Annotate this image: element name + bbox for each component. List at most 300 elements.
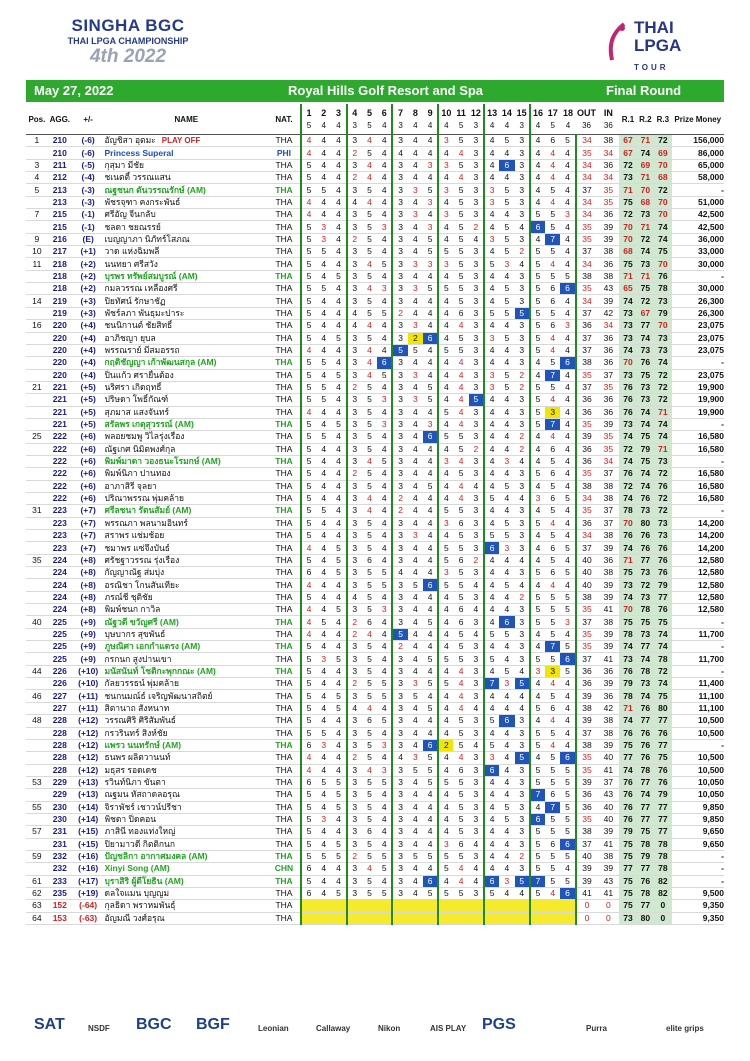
hole-score: 4 xyxy=(560,418,575,430)
hole-score: 4 xyxy=(316,752,331,764)
hole-score: 3 xyxy=(515,863,530,875)
hole-score: 5 xyxy=(408,690,423,702)
player-round-2: 73 xyxy=(637,209,654,221)
player-round-3: 82 xyxy=(654,875,671,887)
hole-score: 5 xyxy=(545,505,560,517)
hole-score: 3 xyxy=(347,517,362,529)
player-out-total: 38 xyxy=(576,702,598,714)
hole-score: 5 xyxy=(545,616,560,628)
hole-score: 4 xyxy=(530,357,545,369)
player-aggregate: 217 xyxy=(48,246,72,258)
hole-score: 5 xyxy=(301,826,316,838)
player-name xyxy=(105,320,269,332)
hole-score: 5 xyxy=(316,505,331,517)
hole-score: 5 xyxy=(530,863,545,875)
player-to-par: (-63) xyxy=(72,912,105,924)
player-in-total: 35 xyxy=(597,196,619,208)
hole-score: 4 xyxy=(331,579,346,591)
hole-score: 5 xyxy=(545,752,560,764)
sponsor-logo: AIS PLAY xyxy=(430,1024,467,1033)
player-to-par: (+6) xyxy=(72,480,105,492)
player-round-3: 79 xyxy=(654,579,671,591)
player-name xyxy=(105,739,269,751)
player-in-total: 38 xyxy=(597,135,619,147)
hole-score: 4 xyxy=(499,357,514,369)
player-nationality: THA xyxy=(268,826,301,838)
player-position: 46 xyxy=(26,690,48,702)
hole-score: 7 xyxy=(484,678,499,690)
hole-score: 4 xyxy=(560,159,575,171)
hole-score: 3 xyxy=(438,184,453,196)
hole-score: 3 xyxy=(347,431,362,443)
hole-score: 3 xyxy=(347,789,362,801)
hole-score: 3 xyxy=(347,258,362,270)
hole-score: 4 xyxy=(377,875,392,887)
player-aggregate: 223 xyxy=(48,517,72,529)
hole-score: 3 xyxy=(469,418,484,430)
player-in-total: 39 xyxy=(597,826,619,838)
hole-score: 5 xyxy=(316,246,331,258)
hole-score: 5 xyxy=(377,567,392,579)
hole-score: 3 xyxy=(392,221,407,233)
leaderboard-row xyxy=(26,542,724,554)
hole-score: 5 xyxy=(484,653,499,665)
hole-score: 4 xyxy=(499,838,514,850)
player-aggregate: 228 xyxy=(48,764,72,776)
hole-7-header: 7 3 xyxy=(392,104,407,135)
hole-score: 4 xyxy=(408,789,423,801)
hole-score xyxy=(515,900,530,912)
hole-score: 3 xyxy=(499,875,514,887)
hole-score: 4 xyxy=(331,752,346,764)
player-position xyxy=(26,678,48,690)
hole-score: 3 xyxy=(469,752,484,764)
hole-score: 5 xyxy=(453,233,468,245)
hole-score: 5 xyxy=(499,135,514,147)
player-in-total: 38 xyxy=(597,530,619,542)
player-round-2: 77 xyxy=(637,863,654,875)
hole-score: 4 xyxy=(530,480,545,492)
hole-score xyxy=(316,912,331,924)
player-round-1: 75 xyxy=(619,616,636,628)
player-round-2: 73 xyxy=(637,394,654,406)
hole-score: 3 xyxy=(347,369,362,381)
player-position: 57 xyxy=(26,826,48,838)
hole-score: 3 xyxy=(515,813,530,825)
player-position xyxy=(26,567,48,579)
player-to-par: (+2) xyxy=(72,283,105,295)
hole-score: 5 xyxy=(362,542,377,554)
player-aggregate: 222 xyxy=(48,492,72,504)
hole-score: 4 xyxy=(438,764,453,776)
hole-score: 3 xyxy=(484,196,499,208)
leaderboard-row xyxy=(26,492,724,504)
player-round-2: 73 xyxy=(637,344,654,356)
hole-score: 4 xyxy=(484,270,499,282)
player-in-total: 39 xyxy=(597,739,619,751)
player-aggregate: 213 xyxy=(48,196,72,208)
player-position: 5 xyxy=(26,184,48,196)
hole-score: 3 xyxy=(392,196,407,208)
player-name-text: รวินท์นิภา ขันตา xyxy=(104,777,166,788)
hole-score xyxy=(316,900,331,912)
hole-score: 4 xyxy=(515,554,530,566)
hole-score: 4 xyxy=(423,727,438,739)
player-prize-money: 16,580 xyxy=(672,443,724,455)
player-name xyxy=(105,357,269,369)
hole-score: 6 xyxy=(362,554,377,566)
hole-score: 3 xyxy=(469,344,484,356)
hole-score: 4 xyxy=(530,196,545,208)
player-out-total: 36 xyxy=(576,320,598,332)
hole-score: 5 xyxy=(362,332,377,344)
hole-score: 4 xyxy=(362,344,377,356)
hole-score xyxy=(331,900,346,912)
hole-score: 4 xyxy=(515,887,530,899)
hole-score: 4 xyxy=(499,209,514,221)
hole-score: 3 xyxy=(392,727,407,739)
hole-score: 3 xyxy=(392,863,407,875)
hole-score: 5 xyxy=(530,567,545,579)
hole-score: 4 xyxy=(423,468,438,480)
player-out-total: 37 xyxy=(576,381,598,393)
player-aggregate: 222 xyxy=(48,431,72,443)
hole-score: 5 xyxy=(301,418,316,430)
hole-score: 5 xyxy=(499,480,514,492)
player-to-par: (+8) xyxy=(72,554,105,566)
player-aggregate: 152 xyxy=(48,900,72,912)
hole-score: 4 xyxy=(453,369,468,381)
hole-score: 4 xyxy=(560,406,575,418)
player-name xyxy=(105,270,269,282)
hole-score: 4 xyxy=(484,665,499,677)
hole-score: 4 xyxy=(377,530,392,542)
hole-score xyxy=(301,912,316,924)
leaderboard-row xyxy=(26,233,724,245)
hole-score: 5 xyxy=(301,678,316,690)
hole-score: 4 xyxy=(377,468,392,480)
col-r3: R.3 xyxy=(654,104,671,135)
player-nationality: THA xyxy=(268,665,301,677)
hole-score: 4 xyxy=(545,678,560,690)
hole-score: 3 xyxy=(515,653,530,665)
hole-score xyxy=(408,912,423,924)
hole-score: 4 xyxy=(316,369,331,381)
hole-score: 4 xyxy=(408,628,423,640)
hole-score: 5 xyxy=(545,850,560,862)
leaderboard-row xyxy=(26,394,724,406)
player-round-2: 80 xyxy=(637,517,654,529)
player-aggregate: 229 xyxy=(48,789,72,801)
player-to-par: (+11) xyxy=(72,690,105,702)
sponsor-logo: Purra xyxy=(586,1024,607,1033)
player-prize-money: 42,500 xyxy=(672,221,724,233)
hole-score: 4 xyxy=(453,690,468,702)
hole-score: 4 xyxy=(331,443,346,455)
hole-score: 5 xyxy=(545,455,560,467)
hole-score: 4 xyxy=(377,332,392,344)
hole-score: 4 xyxy=(331,764,346,776)
hole-score: 4 xyxy=(331,591,346,603)
hole-score: 2 xyxy=(392,505,407,517)
player-to-par: (-6) xyxy=(72,147,105,159)
player-round-3: 78 xyxy=(654,838,671,850)
player-nationality: THA xyxy=(268,283,301,295)
hole-score: 5 xyxy=(301,357,316,369)
player-prize-money: 12,580 xyxy=(672,579,724,591)
event-date: May 27, 2022 xyxy=(34,83,114,98)
hole-score: 4 xyxy=(316,875,331,887)
player-prize-money: 23,075 xyxy=(672,320,724,332)
hole-score: 2 xyxy=(347,850,362,862)
hole-score: 5 xyxy=(423,184,438,196)
hole-score: 4 xyxy=(331,468,346,480)
hole-score: 5 xyxy=(301,850,316,862)
hole-score: 4 xyxy=(331,406,346,418)
hole-score: 4 xyxy=(484,135,499,147)
hole-score: 4 xyxy=(316,332,331,344)
hole-score: 5 xyxy=(453,283,468,295)
hole-score: 4 xyxy=(301,579,316,591)
hole-score: 4 xyxy=(484,147,499,159)
player-name-text: ณัฐวดี ขวัญศรี (AM) xyxy=(104,616,179,627)
hole-score: 5 xyxy=(545,480,560,492)
player-prize-money: 10,500 xyxy=(672,715,724,727)
player-position: 7 xyxy=(26,209,48,221)
hole-score: 5 xyxy=(316,394,331,406)
leaderboard-row xyxy=(26,270,724,282)
hole-score: 3 xyxy=(469,381,484,393)
leaderboard-row xyxy=(26,530,724,542)
player-prize-money: 86,000 xyxy=(672,147,724,159)
player-nationality: THA xyxy=(268,604,301,616)
player-round-3: 77 xyxy=(654,826,671,838)
hole-score: 4 xyxy=(499,172,514,184)
hole-score: 3 xyxy=(347,764,362,776)
player-to-par: (+6) xyxy=(72,443,105,455)
player-round-2: 76 xyxy=(637,752,654,764)
hole-score: 4 xyxy=(545,579,560,591)
hole-score: 3 xyxy=(484,332,499,344)
player-out-total: 35 xyxy=(576,369,598,381)
sponsor-logo: elite grips xyxy=(666,1024,704,1033)
hole-score: 3 xyxy=(469,184,484,196)
hole-score: 4 xyxy=(377,184,392,196)
player-to-par: (+15) xyxy=(72,826,105,838)
player-out-total: 35 xyxy=(576,283,598,295)
player-in-total: 39 xyxy=(597,233,619,245)
player-name xyxy=(105,369,269,381)
hole-score: 3 xyxy=(469,764,484,776)
leaderboard-row xyxy=(26,480,724,492)
leaderboard-row xyxy=(26,863,724,875)
hole-score: 3 xyxy=(347,357,362,369)
hole-score: 4 xyxy=(530,628,545,640)
hole-score: 4 xyxy=(469,628,484,640)
player-in-total: 37 xyxy=(597,505,619,517)
player-position xyxy=(26,147,48,159)
hole-score: 3 xyxy=(515,517,530,529)
player-prize-money: 33,000 xyxy=(672,246,724,258)
player-round-2: 74 xyxy=(637,690,654,702)
player-to-par: (+6) xyxy=(72,492,105,504)
hole-score: 3 xyxy=(515,295,530,307)
hole-score: 4 xyxy=(469,875,484,887)
player-in-total: 40 xyxy=(597,752,619,764)
hole-score: 4 xyxy=(331,357,346,369)
player-aggregate: 215 xyxy=(48,209,72,221)
player-name-text: ปิยทัศน์ รักษาชัฏ xyxy=(104,295,166,306)
hole-score: 6 xyxy=(545,492,560,504)
hole-score: 4 xyxy=(438,357,453,369)
hole-score: 4 xyxy=(362,172,377,184)
player-round-3: 79 xyxy=(654,307,671,319)
player-prize-money: 26,300 xyxy=(672,295,724,307)
player-position xyxy=(26,406,48,418)
player-round-3: 73 xyxy=(654,517,671,529)
tour-logo-line1: THAI xyxy=(634,18,674,37)
hole-score: 4 xyxy=(560,172,575,184)
player-out-total: 36 xyxy=(576,394,598,406)
hole-score: 7 xyxy=(545,233,560,245)
hole-score: 4 xyxy=(423,530,438,542)
hole-score: 4 xyxy=(331,221,346,233)
hole-score: 5 xyxy=(438,406,453,418)
player-name-text: สรัลพร เกตุสุวรรณ์ (AM) xyxy=(104,419,194,430)
hole-score: 5 xyxy=(530,468,545,480)
player-out-total: 35 xyxy=(576,468,598,480)
hole-score: 3 xyxy=(515,283,530,295)
player-round-2: 78 xyxy=(637,887,654,899)
hole-score: 2 xyxy=(347,381,362,393)
hole-score: 4 xyxy=(530,554,545,566)
player-round-3: 72 xyxy=(654,665,671,677)
hole-score: 5 xyxy=(560,764,575,776)
player-position xyxy=(26,418,48,430)
hole-score: 3 xyxy=(392,530,407,542)
hole-score: 3 xyxy=(392,418,407,430)
hole-score: 6 xyxy=(560,653,575,665)
hole-score: 5 xyxy=(362,739,377,751)
player-name-text: สิตานาถ สังหนาท xyxy=(104,702,170,713)
hole-score: 4 xyxy=(499,739,514,751)
player-round-3: 79 xyxy=(654,789,671,801)
hole-score: 3 xyxy=(392,653,407,665)
hole-score: 5 xyxy=(530,406,545,418)
player-round-2: 73 xyxy=(637,505,654,517)
player-name-text: จิราพัชร์ เชาวน์ปรีชา xyxy=(104,801,182,812)
hole-score: 3 xyxy=(316,653,331,665)
player-position xyxy=(26,542,48,554)
hole-score: 4 xyxy=(362,863,377,875)
player-in-total: 38 xyxy=(597,727,619,739)
col-r1: R.1 xyxy=(619,104,636,135)
hole-score: 3 xyxy=(469,789,484,801)
hole-score: 5 xyxy=(515,875,530,887)
hole-score: 3 xyxy=(392,517,407,529)
hole-score: 4 xyxy=(331,813,346,825)
player-position xyxy=(26,468,48,480)
player-nationality: THA xyxy=(268,135,301,147)
hole-score: 7 xyxy=(530,875,545,887)
hole-score: 4 xyxy=(530,542,545,554)
player-name-text: ศรีอัญ จีนกลับ xyxy=(104,209,156,220)
player-round-2: 76 xyxy=(637,702,654,714)
sponsor-logo: Leonian xyxy=(258,1024,289,1033)
hole-score: 5 xyxy=(423,653,438,665)
player-name-text: ชนกนมณ์ธ์ เจริญพัฒนาสถิตย์ xyxy=(104,690,213,701)
hole-score: 4 xyxy=(484,776,499,788)
player-out-total: 35 xyxy=(576,813,598,825)
hole-score: 4 xyxy=(499,505,514,517)
player-to-par: (+7) xyxy=(72,505,105,517)
player-round-2: 77 xyxy=(637,715,654,727)
hole-score: 5 xyxy=(301,715,316,727)
hole-score: 4 xyxy=(408,604,423,616)
player-round-2: 73 xyxy=(637,258,654,270)
hole-score: 6 xyxy=(301,567,316,579)
player-to-par: (+10) xyxy=(72,665,105,677)
player-out-total: 37 xyxy=(576,246,598,258)
hole-score: 4 xyxy=(347,702,362,714)
hole-score: 4 xyxy=(453,381,468,393)
player-to-par: (+4) xyxy=(72,320,105,332)
hole-score: 5 xyxy=(301,184,316,196)
hole-score: 4 xyxy=(499,431,514,443)
hole-score: 4 xyxy=(484,431,499,443)
leaderboard-row xyxy=(26,332,724,344)
hole-score: 3 xyxy=(392,850,407,862)
hole-score: 3 xyxy=(515,270,530,282)
player-prize-money: 11,700 xyxy=(672,628,724,640)
hole-score: 4 xyxy=(347,307,362,319)
hole-score: 4 xyxy=(499,270,514,282)
player-name xyxy=(105,443,269,455)
hole-score: 4 xyxy=(453,752,468,764)
hole-score: 5 xyxy=(438,246,453,258)
hole-score: 3 xyxy=(484,381,499,393)
hole-score: 4 xyxy=(423,604,438,616)
leaderboard-row xyxy=(26,887,724,899)
player-round-3: 74 xyxy=(654,357,671,369)
hole-score: 4 xyxy=(499,826,514,838)
player-name xyxy=(105,727,269,739)
player-to-par: (+9) xyxy=(72,653,105,665)
player-position: 21 xyxy=(26,381,48,393)
player-round-1: 74 xyxy=(619,715,636,727)
hole-score: 3 xyxy=(347,418,362,430)
sponsor-logo: BGF xyxy=(196,1016,230,1033)
hole-score: 5 xyxy=(438,653,453,665)
hole-score: 5 xyxy=(530,591,545,603)
hole-score: 4 xyxy=(545,344,560,356)
hole-score: 4 xyxy=(515,665,530,677)
hole-score xyxy=(469,900,484,912)
player-in-total: 39 xyxy=(597,863,619,875)
player-nationality: THA xyxy=(268,801,301,813)
player-in-total: 41 xyxy=(597,604,619,616)
hole-score: 5 xyxy=(362,690,377,702)
player-round-1: 67 xyxy=(619,135,636,147)
hole-score: 5 xyxy=(438,850,453,862)
sponsor-logo: SAT xyxy=(34,1016,65,1033)
hole-score: 4 xyxy=(423,863,438,875)
leaderboard-row xyxy=(26,628,724,640)
hole-score: 4 xyxy=(545,715,560,727)
player-prize-money: 14,200 xyxy=(672,530,724,542)
player-to-par: (+10) xyxy=(72,678,105,690)
player-aggregate: 233 xyxy=(48,875,72,887)
